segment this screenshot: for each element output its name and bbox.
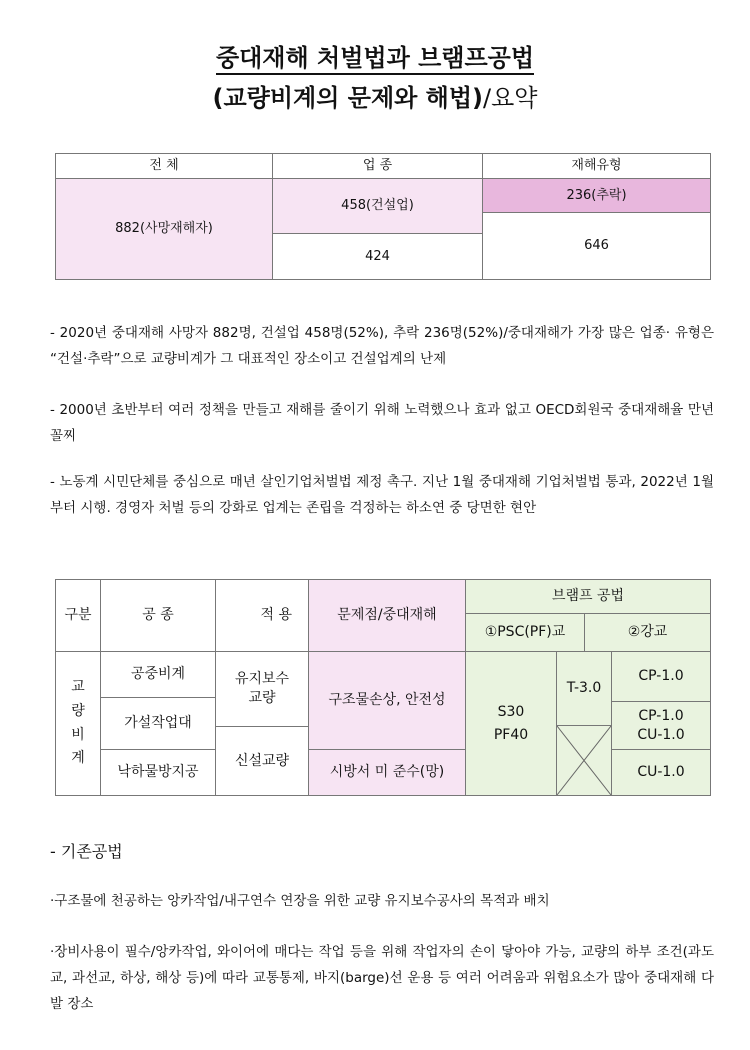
- section-heading-existing-method: - 기존공법: [50, 842, 123, 861]
- apply-new-bridge: 신설교량: [215, 726, 309, 796]
- header-accident-type: 재해유형: [482, 153, 711, 179]
- problem-spec-noncompliance: 시방서 미 준수(망): [308, 749, 466, 796]
- total-value: 882(사망재해자): [55, 178, 273, 280]
- paragraph-statistics: - 2020년 중대재해 사망자 882명, 건설업 458명(52%), 추락 236명(52%)/중대재해가 가장 많은 업종· 유형은 “건설·추락”으로 교량비계가 그 대표적인 장소이고 건설업계의 난제: [50, 325, 714, 367]
- title-line2-suffix: /요약: [483, 84, 538, 112]
- bullet-equipment-hazards: ·장비사용이 필수/앙카작업, 와이어에 매다는 작업 등을 위해 작업자의 손이 닿아야 가능, 교량의 하부 조건(과도교, 과선교, 하상, 해상 등)에 따라 교통통제, 바지(barge)선 운용 등 여러 어려움과 위험요소가 많아 중대재해 다발 장소: [50, 944, 714, 1012]
- header-division: 구분: [55, 579, 101, 652]
- cp-value-2: CP-1.0: [638, 707, 684, 724]
- cu-value-2: CU-1.0: [611, 749, 711, 796]
- diagonal-cross-icon: [557, 726, 611, 795]
- work-aerial-scaffold: 공중비계: [100, 651, 216, 698]
- bullet-anchor-work: ·구조물에 천공하는 앙카작업/내구연수 연장을 위한 교량 유지보수공사의 목적과 배치: [50, 893, 550, 909]
- header-industry: 업 종: [272, 153, 483, 179]
- division-bridge-scaffold: 교 량 비 계: [55, 651, 101, 796]
- t-value: T-3.0: [556, 651, 612, 726]
- apply-maintenance-bridge: 유지보수 교량: [215, 651, 309, 727]
- header-problem: 문제점/중대재해: [308, 579, 466, 652]
- document-subtitle: [0, 78, 750, 113]
- header-apply: 적 용: [215, 579, 309, 652]
- header-total: 전 체: [55, 153, 273, 179]
- header-work: 공 종: [100, 579, 216, 652]
- empty-crossed-cell: [556, 725, 612, 796]
- cp-cu-cell: [611, 701, 711, 750]
- header-psc: ①PSC(PF)교: [465, 613, 585, 652]
- paragraph-law: - 노동계 시민단체를 중심으로 매년 살인기업처벌법 제정 촉구. 지난 1월 중대재해 기업처벌법 통과, 2022년 1월부터 시행. 경영자 처벌 등의 강화로 업계는 존립을 걱정하는 하소연 중 당면한 현안: [50, 474, 714, 516]
- document-title: [0, 38, 750, 73]
- psc-value: S30 PF40: [465, 651, 557, 796]
- problem-structural-damage: 구조물손상, 안전성: [308, 651, 466, 750]
- industry-construction: 458(건설업): [272, 178, 483, 234]
- type-fall: 236(추락): [482, 178, 711, 213]
- type-other: 646: [482, 212, 711, 280]
- cu-value-1: CU-1.0: [637, 726, 685, 743]
- title-line2-main: (교량비계의 문제와 해법): [212, 84, 484, 112]
- paragraph-policy: - 2000년 초반부터 여러 정책을 만들고 재해를 줄이기 위해 노력했으나 효과 없고 OECD회원국 중대재해율 만년 꼴찌: [50, 402, 714, 444]
- work-fall-prevention: 낙하물방지공: [100, 749, 216, 796]
- header-steel: ②강교: [584, 613, 711, 652]
- cp-value-1: CP-1.0: [611, 651, 711, 702]
- industry-other: 424: [272, 233, 483, 280]
- header-bramp: 브램프 공법: [465, 579, 711, 614]
- title-line1: 중대재해 처벌법과 브램프공법: [216, 44, 534, 75]
- work-temporary-platform: 가설작업대: [100, 697, 216, 750]
